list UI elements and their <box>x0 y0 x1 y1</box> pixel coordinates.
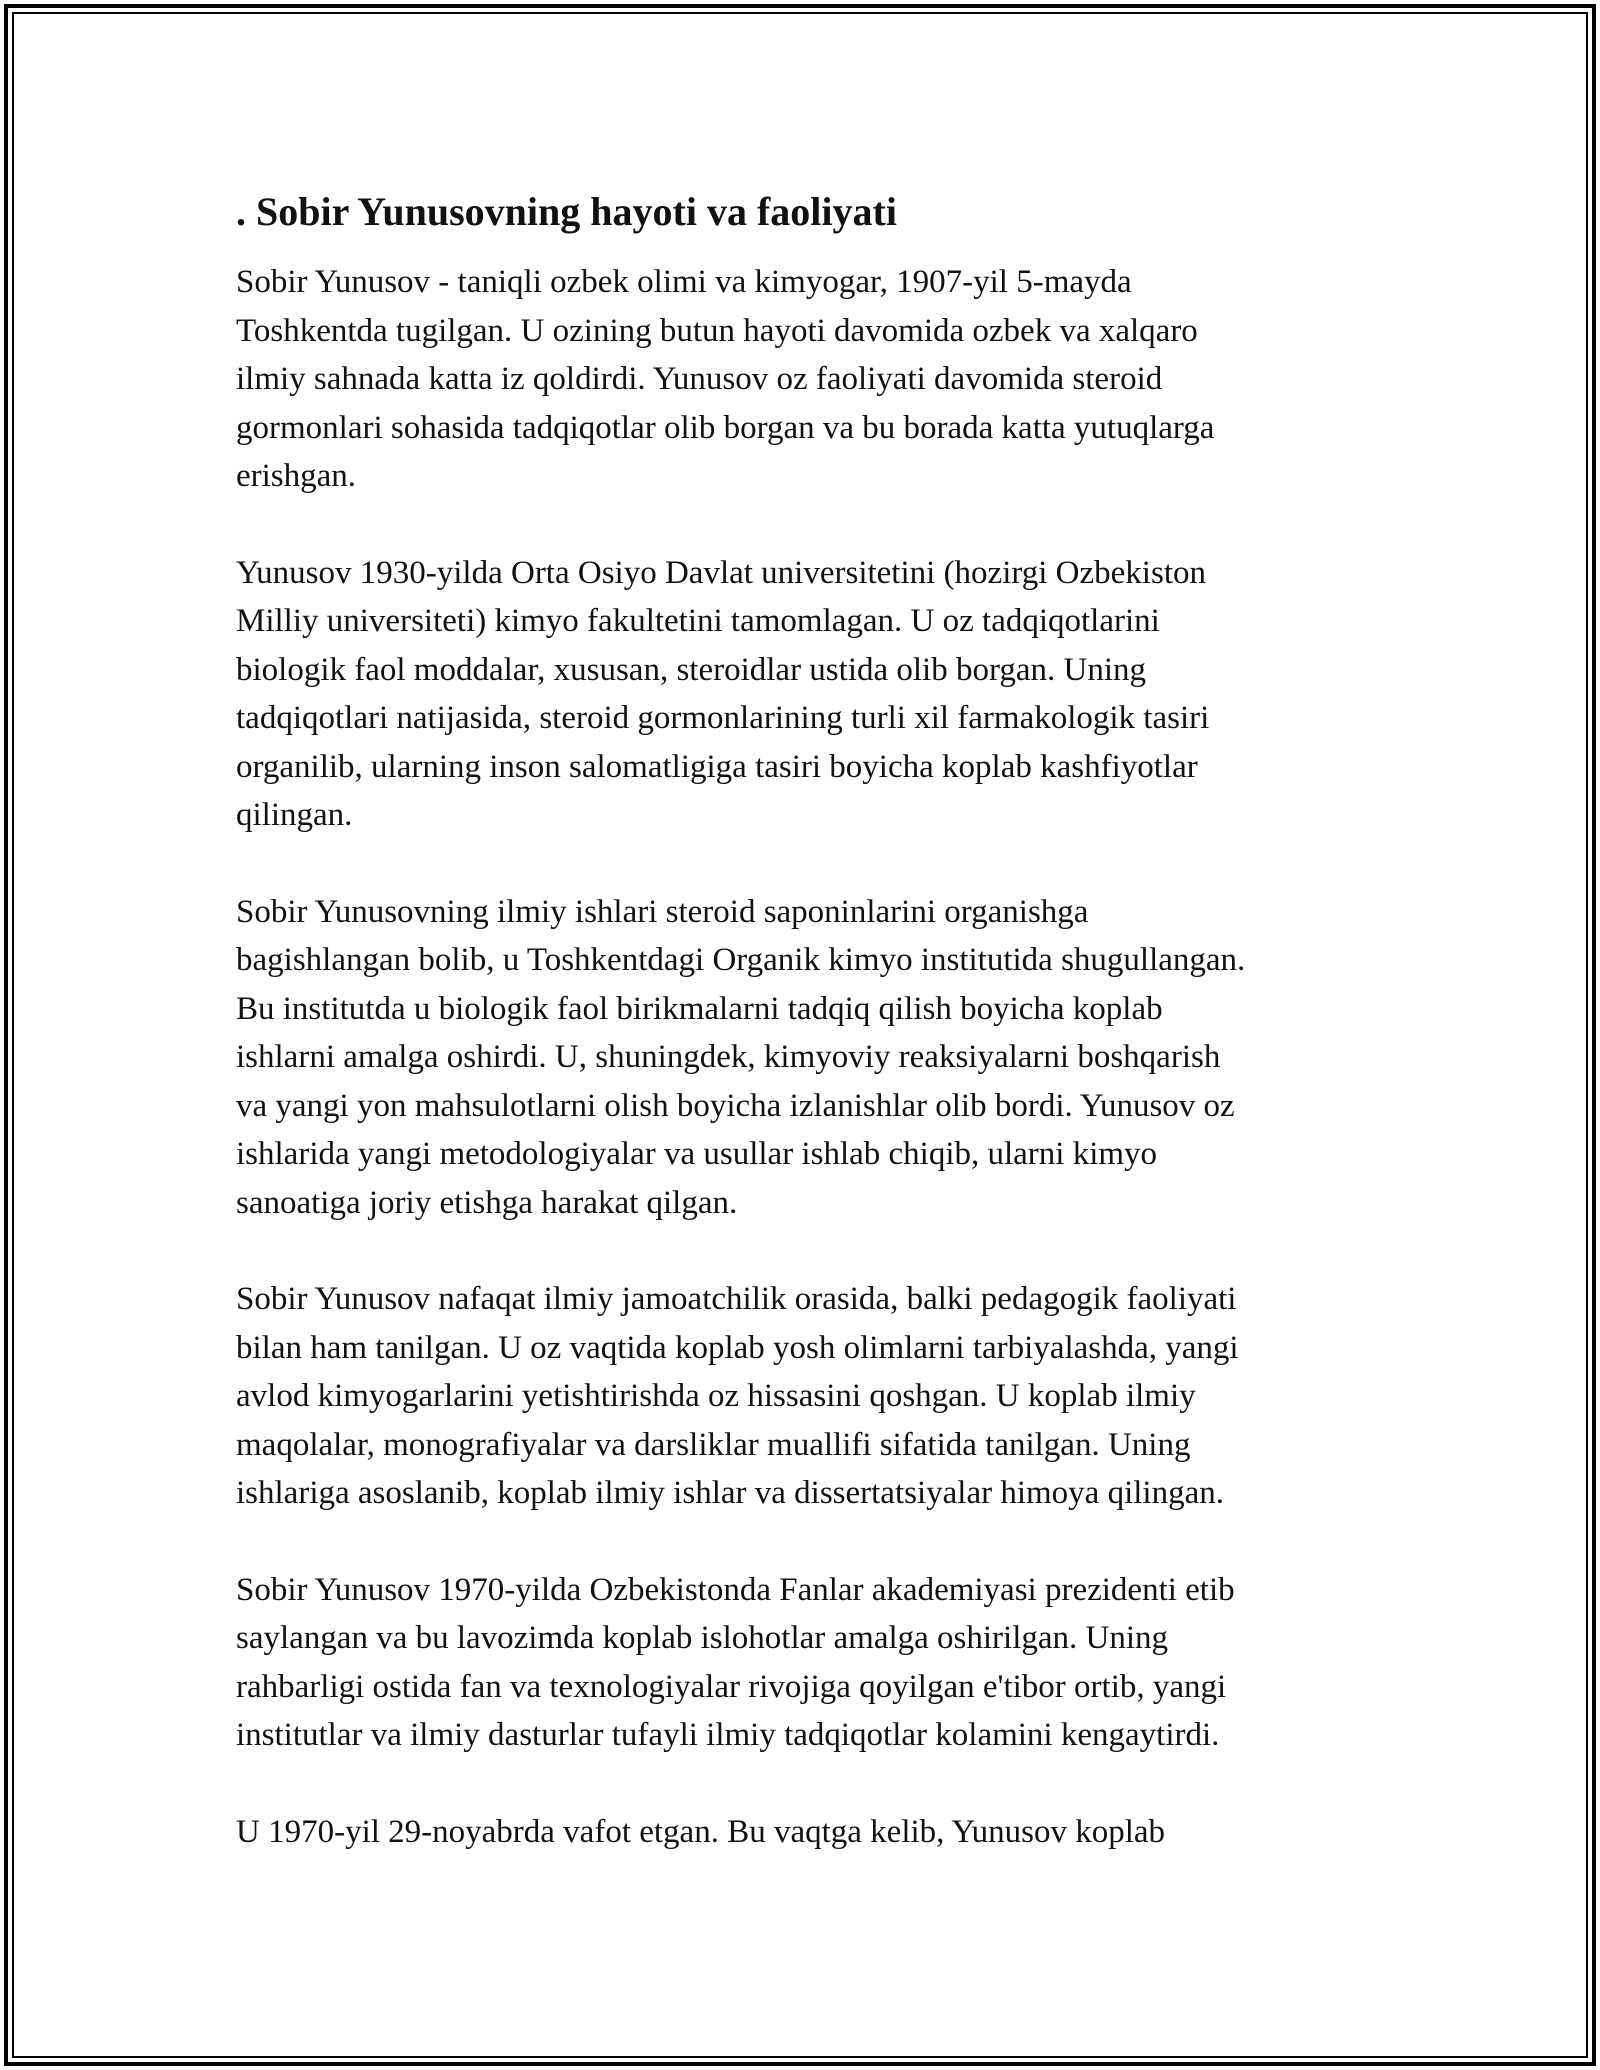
text-line: Yunusov 1930-yilda Orta Osiyo Davlat universitetini (hozirgi Ozbekiston <box>236 554 1206 591</box>
text-line: Sobir Yunusov nafaqat ilmiy jamoatchilik orasida, balki pedagogik faoliyati <box>236 1281 1237 1317</box>
text-line: institutlar va ilmiy dasturlar tufayli ilmiy tadqiqotlar kolamini kengaytirdi. <box>236 1717 1220 1753</box>
text-line: Toshkentda tugilgan. U ozining butun hayoti davomida ozbek va xalqaro <box>236 312 1198 349</box>
text-line: bagishlangan bolib, u Toshkentdagi Organik kimyo institutida shugullangan. <box>236 942 1246 978</box>
paragraph <box>236 888 1376 1228</box>
text-line: Bu institutda u biologik faol birikmalarni tadqiq qilish boyicha koplab <box>236 990 1163 1027</box>
paragraph <box>236 1275 1376 1518</box>
text-line: ishlariga asoslanib, koplab ilmiy ishlar va dissertatsiyalar himoya qilingan. <box>236 1475 1224 1511</box>
text-line: gormonlari sohasida tadqiqotlar olib borgan va bu borada katta yutuqlarga <box>236 409 1215 446</box>
text-line: erishgan. <box>236 458 357 494</box>
text-line: Sobir Yunusov - taniqli ozbek olimi va kimyogar, 1907-yil 5-mayda <box>236 264 1132 300</box>
text-line: ishlarida yangi metodologiyalar va usullar ishlab chiqib, ularni kimyo <box>236 1136 1158 1172</box>
text-line: biologik faol moddalar, xususan, steroidlar ustida olib borgan. Uning <box>236 651 1147 688</box>
paragraph <box>236 1566 1376 1760</box>
text-line: rahbarligi ostida fan va texnologiyalar rivojiga qoyilgan e'tibor ortib, yangi <box>236 1668 1227 1705</box>
paragraph <box>236 1808 1376 1857</box>
text-line: saylangan va bu lavozimda koplab islohotlar amalga oshirilgan. Uning <box>236 1620 1169 1656</box>
text-line: tadqiqotlari natijasida, steroid gormonlarining turli xil farmakologik tasiri <box>236 700 1210 736</box>
text-line: bilan ham tanilgan. U oz vaqtida koplab yosh olimlarni tarbiyalashda, yangi <box>236 1329 1239 1366</box>
text-line: maqolalar, monografiyalar va darsliklar muallifi sifatida tanilgan. Uning <box>236 1426 1191 1463</box>
text-line: Sobir Yunusovning ilmiy ishlari steroid saponinlarini organishga <box>236 893 1089 930</box>
document-title: . Sobir Yunusovning hayoti va faoliyati <box>236 189 897 234</box>
paragraph <box>236 258 1376 501</box>
text-line: sanoatiga joriy etishga harakat qilgan. <box>236 1184 738 1221</box>
text-line: qilingan. <box>236 797 353 833</box>
text-line: ishlarni amalga oshirdi. U, shuningdek, kimyoviy reaksiyalarni boshqarish <box>236 1039 1221 1075</box>
text-line: organilib, ularning inson salomatligiga tasiri boyicha koplab kashfiyotlar <box>236 748 1198 785</box>
text-line: ilmiy sahnada katta iz qoldirdi. Yunusov oz faoliyati davomida steroid <box>236 361 1163 397</box>
paragraph <box>236 549 1376 840</box>
text-line: U 1970-yil 29-noyabrda vafot etgan. Bu vaqtga kelib, Yunusov koplab <box>236 1813 1166 1850</box>
text-line: va yangi yon mahsulotlarni olish boyicha izlanishlar olib bordi. Yunusov oz <box>236 1087 1235 1124</box>
text-line: avlod kimyogarlarini yetishtirishda oz hissasini qoshgan. U koplab ilmiy <box>236 1378 1196 1414</box>
text-line: Sobir Yunusov 1970-yilda Ozbekistonda Fanlar akademiyasi prezidenti etib <box>236 1571 1235 1608</box>
document-body <box>236 188 1376 1904</box>
text-line: Milliy universiteti) kimyo fakultetini tamomlagan. U oz tadqiqotlarini <box>236 603 1160 639</box>
